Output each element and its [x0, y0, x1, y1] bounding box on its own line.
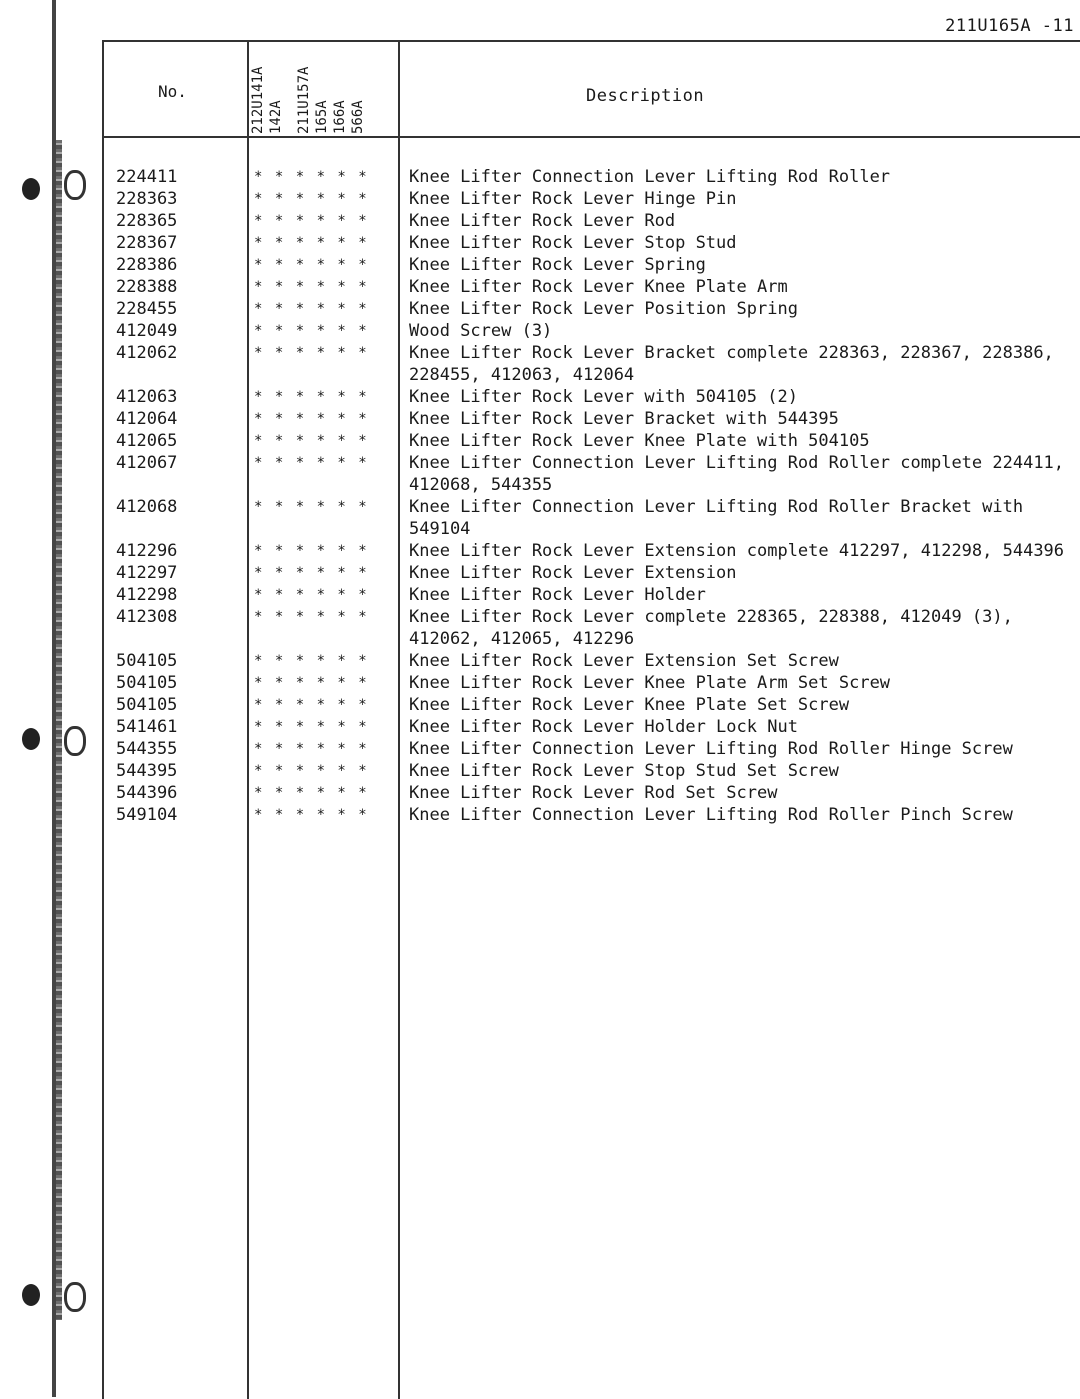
part-number: 549104 — [116, 805, 178, 825]
part-description: Knee Lifter Rock Lever Knee Plate Set Screw — [409, 695, 850, 715]
part-description: Knee Lifter Rock Lever Bracket complete 228363, 228367, 228386, 228455, 412063, 412064 — [409, 343, 1054, 385]
table-row — [102, 716, 1080, 738]
part-description: Knee Lifter Connection Lever Lifting Rod Roller Hinge Screw — [409, 739, 1013, 759]
part-number: 412063 — [116, 387, 178, 407]
part-description: Knee Lifter Rock Lever Rod — [409, 211, 676, 231]
table-row — [102, 540, 1080, 562]
part-description: Knee Lifter Connection Lever Lifting Rod Roller complete 224411, 412068, 544355 — [409, 453, 1065, 495]
part-number: 544396 — [116, 783, 178, 803]
model-column-headers — [250, 44, 398, 134]
part-description: Knee Lifter Rock Lever Knee Plate Arm Set Screw — [409, 673, 891, 693]
part-number: 412062 — [116, 343, 178, 363]
table-row — [102, 232, 1080, 254]
part-number: 228386 — [116, 255, 178, 275]
model-header: 166A — [332, 100, 348, 134]
part-description: Knee Lifter Rock Lever Spring — [409, 255, 706, 275]
model-header: 566A — [350, 100, 366, 134]
model-header: 212U141A — [250, 66, 266, 134]
model-applicability-marks: * * * * * * — [254, 455, 369, 471]
table-row — [102, 188, 1080, 210]
table-row — [102, 430, 1080, 452]
part-number: 544395 — [116, 761, 178, 781]
part-number: 228455 — [116, 299, 178, 319]
part-number: 412067 — [116, 453, 178, 473]
part-number: 412298 — [116, 585, 178, 605]
part-number: 504105 — [116, 695, 178, 715]
part-number: 504105 — [116, 673, 178, 693]
model-applicability-marks: * * * * * * — [254, 719, 369, 735]
model-applicability-marks: * * * * * * — [254, 675, 369, 691]
part-number: 228367 — [116, 233, 178, 253]
binder-shadow — [56, 140, 62, 1320]
table-row — [102, 672, 1080, 694]
table-row — [102, 694, 1080, 716]
model-applicability-marks: * * * * * * — [254, 587, 369, 603]
model-applicability-marks: * * * * * * — [254, 301, 369, 317]
part-description: Knee Lifter Connection Lever Lifting Rod Roller Bracket with 549104 — [409, 497, 1024, 539]
part-description: Knee Lifter Rock Lever Knee Plate with 504105 — [409, 431, 870, 451]
part-number: 228363 — [116, 189, 178, 209]
table-row — [102, 386, 1080, 408]
part-description: Knee Lifter Rock Lever Knee Plate Arm — [409, 277, 788, 297]
table-row — [102, 342, 1080, 386]
table-row — [102, 166, 1080, 188]
part-description: Knee Lifter Rock Lever Extension — [409, 563, 737, 583]
parts-list — [102, 166, 1080, 826]
table-row — [102, 452, 1080, 496]
part-number: 541461 — [116, 717, 178, 737]
table-row — [102, 738, 1080, 760]
part-description: Knee Lifter Rock Lever Bracket with 544395 — [409, 409, 839, 429]
header-underline — [102, 136, 1080, 138]
part-number: 412049 — [116, 321, 178, 341]
part-description: Knee Lifter Rock Lever Stop Stud Set Screw — [409, 761, 839, 781]
table-row — [102, 562, 1080, 584]
model-applicability-marks: * * * * * * — [254, 191, 369, 207]
parts-table — [102, 40, 1080, 1399]
document-number: 211U165A -11 — [945, 16, 1074, 36]
model-applicability-marks: * * * * * * — [254, 433, 369, 449]
part-number: 228365 — [116, 211, 178, 231]
table-row — [102, 606, 1080, 650]
column-header-no: No. — [158, 82, 187, 101]
part-description: Knee Lifter Rock Lever Extension complete 412297, 412298, 544396 — [409, 541, 1065, 561]
part-description: Knee Lifter Rock Lever Rod Set Screw — [409, 783, 778, 803]
binder-ring-bottom — [64, 1282, 86, 1312]
model-applicability-marks: * * * * * * — [254, 785, 369, 801]
binder-ring-top — [64, 170, 86, 200]
table-row — [102, 760, 1080, 782]
model-applicability-marks: * * * * * * — [254, 411, 369, 427]
table-row — [102, 804, 1080, 826]
model-applicability-marks: * * * * * * — [254, 499, 369, 515]
table-row — [102, 408, 1080, 430]
part-number: 412297 — [116, 563, 178, 583]
model-header: 211U157A — [296, 66, 312, 134]
punch-hole-bottom — [22, 1284, 40, 1306]
model-applicability-marks: * * * * * * — [254, 697, 369, 713]
table-row — [102, 496, 1080, 540]
part-number: 412296 — [116, 541, 178, 561]
binder-ring-middle — [64, 726, 86, 756]
table-row — [102, 782, 1080, 804]
part-number: 504105 — [116, 651, 178, 671]
punch-hole-middle — [22, 728, 40, 750]
part-description: Knee Lifter Rock Lever Position Spring — [409, 299, 798, 319]
part-description: Wood Screw (3) — [409, 321, 553, 341]
part-number: 228388 — [116, 277, 178, 297]
part-description: Knee Lifter Rock Lever Extension Set Screw — [409, 651, 839, 671]
table-row — [102, 650, 1080, 672]
part-number: 412064 — [116, 409, 178, 429]
part-description: Knee Lifter Rock Lever Hinge Pin — [409, 189, 737, 209]
table-row — [102, 584, 1080, 606]
model-header: 165A — [314, 100, 330, 134]
model-applicability-marks: * * * * * * — [254, 323, 369, 339]
part-number: 412065 — [116, 431, 178, 451]
model-applicability-marks: * * * * * * — [254, 807, 369, 823]
part-number: 412068 — [116, 497, 178, 517]
table-row — [102, 276, 1080, 298]
model-applicability-marks: * * * * * * — [254, 609, 369, 625]
part-description: Knee Lifter Rock Lever Holder — [409, 585, 706, 605]
column-header-description: Description — [586, 86, 705, 106]
punch-hole-top — [22, 178, 40, 200]
model-applicability-marks: * * * * * * — [254, 741, 369, 757]
model-applicability-marks: * * * * * * — [254, 235, 369, 251]
part-description: Knee Lifter Rock Lever with 504105 (2) — [409, 387, 798, 407]
model-applicability-marks: * * * * * * — [254, 345, 369, 361]
table-row — [102, 210, 1080, 232]
model-applicability-marks: * * * * * * — [254, 169, 369, 185]
model-applicability-marks: * * * * * * — [254, 565, 369, 581]
part-description: Knee Lifter Rock Lever complete 228365, 228388, 412049 (3), 412062, 412065, 412296 — [409, 607, 1013, 649]
part-number: 412308 — [116, 607, 178, 627]
part-number: 544355 — [116, 739, 178, 759]
model-applicability-marks: * * * * * * — [254, 389, 369, 405]
model-applicability-marks: * * * * * * — [254, 213, 369, 229]
model-applicability-marks: * * * * * * — [254, 763, 369, 779]
part-description: Knee Lifter Connection Lever Lifting Rod Roller — [409, 167, 891, 187]
table-row — [102, 320, 1080, 342]
model-header: 142A — [268, 100, 284, 134]
model-applicability-marks: * * * * * * — [254, 653, 369, 669]
model-applicability-marks: * * * * * * — [254, 257, 369, 273]
part-description: Knee Lifter Rock Lever Holder Lock Nut — [409, 717, 798, 737]
part-number: 224411 — [116, 167, 178, 187]
model-applicability-marks: * * * * * * — [254, 279, 369, 295]
part-description: Knee Lifter Connection Lever Lifting Rod Roller Pinch Screw — [409, 805, 1013, 825]
model-applicability-marks: * * * * * * — [254, 543, 369, 559]
part-description: Knee Lifter Rock Lever Stop Stud — [409, 233, 737, 253]
table-row — [102, 298, 1080, 320]
table-row — [102, 254, 1080, 276]
